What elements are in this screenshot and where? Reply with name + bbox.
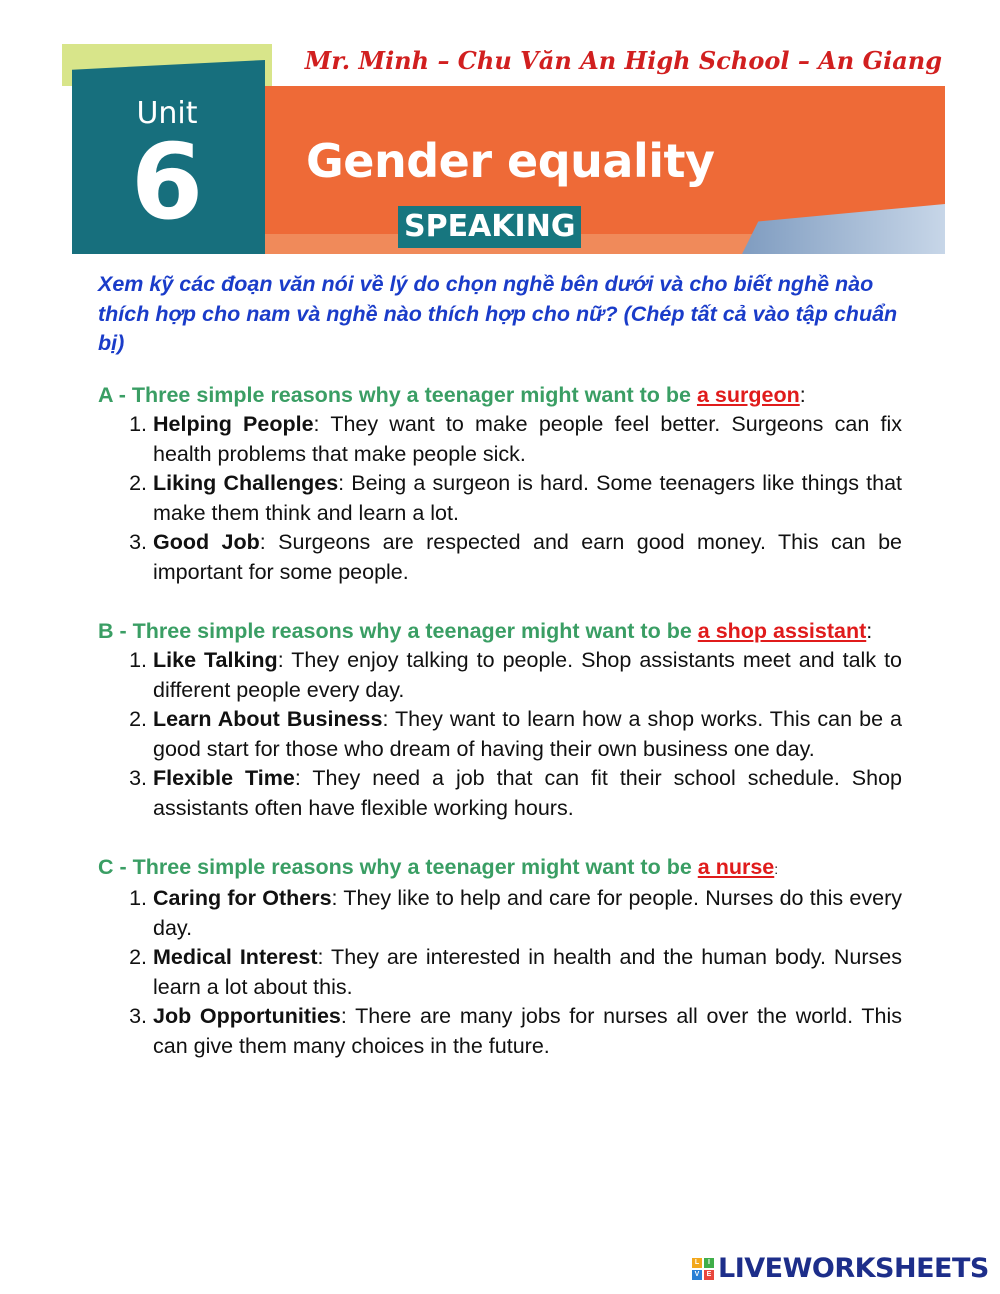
unit-number: 6 <box>130 121 204 243</box>
reason-item <box>153 646 902 705</box>
reason-item <box>153 469 902 528</box>
reason-term: Good Job <box>153 530 260 554</box>
reason-text: : They want to learn how a shop works. This can be a good start for those who dream of having their own business one day. <box>153 707 902 761</box>
section-badge: SPEAKING <box>398 206 581 248</box>
reason-text: : There are many jobs for nurses all over the world. This can give them many choices in the future. <box>153 1004 902 1058</box>
worksheet-content <box>98 270 902 1091</box>
reason-term: Job Opportunities <box>153 1004 341 1028</box>
unit-banner <box>62 44 945 254</box>
instruction-text: Xem kỹ các đoạn văn nói về lý do chọn nghề bên dưới và cho biết nghề nào thích hợp cho nam và nghề nào thích hợp cho nữ? (Chép tất cả vào tập chuẩn bị) <box>98 272 898 355</box>
reason-text: : Being a surgeon is hard. Some teenagers like things that make them think and learn a lot. <box>153 471 902 525</box>
reason-list <box>98 646 902 823</box>
reason-item <box>153 764 902 823</box>
author-line: Mr. Minh – Chu Văn An High School – An Giang <box>304 46 942 75</box>
unit-label: Unit <box>136 96 198 131</box>
reason-term: Learn About Business <box>153 707 383 731</box>
reason-term: Flexible Time <box>153 766 295 790</box>
heading-colon: : <box>774 860 779 877</box>
section-heading <box>98 853 902 885</box>
reason-term: Liking Challenges <box>153 471 339 495</box>
reason-text: : Surgeons are respected and earn good money. This can be important for some people. <box>153 530 902 584</box>
logo-square: E <box>704 1270 714 1280</box>
reason-item <box>153 1002 902 1061</box>
reason-term: Helping People <box>153 412 314 436</box>
reason-text: : They enjoy talking to people. Shop assistants meet and talk to different people every day. <box>153 648 903 702</box>
reason-term: Caring for Others <box>153 886 332 910</box>
reason-item <box>153 528 902 587</box>
reason-item <box>153 705 902 764</box>
reason-text: : They are interested in health and the human body. Nurses learn a lot about this. <box>153 945 902 999</box>
liveworksheets-logo-icon <box>692 1258 714 1280</box>
logo-square: L <box>692 1258 702 1268</box>
reason-section <box>98 617 902 824</box>
logo-square: I <box>704 1258 714 1268</box>
heading-text: A - Three simple reasons why a teenager might want to be <box>98 382 697 407</box>
job-name: a nurse <box>697 854 775 879</box>
reason-text: : They like to help and care for people. Nurses do this every day. <box>153 886 902 940</box>
reason-text: : They need a job that can fit their school schedule. Shop assistants often have flexible working hours. <box>153 766 902 820</box>
reason-section <box>98 853 902 1062</box>
reason-item <box>153 943 902 1002</box>
reason-term: Like Talking <box>153 648 278 672</box>
reason-list <box>98 884 902 1061</box>
brand-name: LIVEWORKSHEETS <box>718 1253 989 1284</box>
heading-text: C - Three simple reasons why a teenager might want to be <box>98 854 698 879</box>
job-name: a shop assistant <box>697 618 867 643</box>
reason-item <box>153 410 902 469</box>
logo-square: V <box>692 1270 702 1280</box>
reason-section <box>98 381 902 588</box>
unit-title: Gender equality <box>306 134 715 188</box>
reason-item <box>153 884 902 943</box>
reason-sections <box>98 381 902 1062</box>
section-heading <box>98 381 902 411</box>
heading-colon: : <box>866 618 873 643</box>
section-heading <box>98 617 902 647</box>
footer-brand <box>692 1253 989 1284</box>
reason-list <box>98 410 902 587</box>
job-name: a surgeon <box>696 382 800 407</box>
heading-text: B - Three simple reasons why a teenager might want to be <box>98 618 698 643</box>
reason-term: Medical Interest <box>153 945 318 969</box>
heading-colon: : <box>799 382 806 407</box>
reason-text: : They want to make people feel better. Surgeons can fix health problems that make people sick. <box>153 412 902 466</box>
